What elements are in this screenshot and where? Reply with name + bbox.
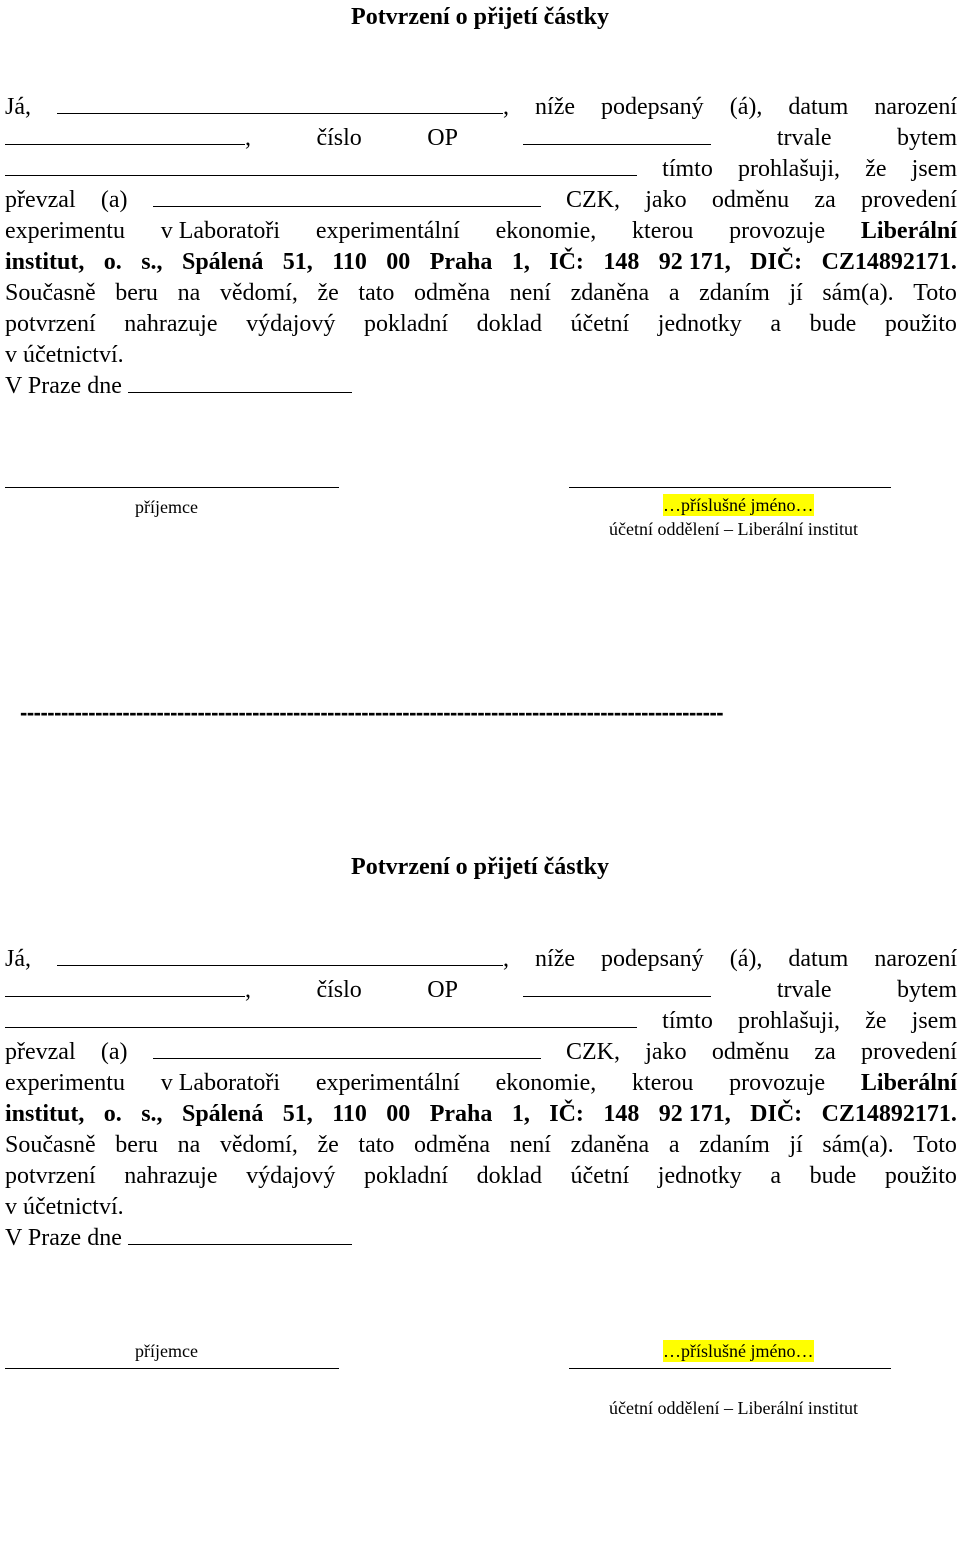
address-blank[interactable] [5, 1005, 637, 1028]
text: institut, [5, 1101, 85, 1127]
text: a [770, 311, 782, 337]
text: převzal [5, 1039, 76, 1065]
body-line-9: v účetnictví. [5, 342, 124, 368]
text: CZK, [566, 187, 621, 213]
text: tímto [662, 1008, 713, 1034]
text: zdaním [699, 280, 770, 306]
name-field[interactable] [57, 943, 509, 975]
receipt-top [0, 0, 960, 700]
body-line-1 [5, 91, 957, 123]
body-line-9: v účetnictví. [5, 1194, 124, 1220]
text: narození [874, 946, 957, 972]
text: jí [789, 280, 803, 306]
date-blank[interactable] [128, 370, 352, 393]
recipient-label: příjemce [135, 1341, 198, 1361]
text: 51, [282, 249, 313, 275]
text: o. [103, 249, 122, 275]
text: sám(a). [822, 280, 894, 306]
body-line-7 [5, 277, 957, 309]
text: o. [103, 1101, 122, 1127]
text: potvrzení [5, 1163, 96, 1189]
text: jako [645, 1039, 687, 1065]
text: Spálená [181, 249, 264, 275]
text: provedení [860, 1039, 957, 1065]
text: kterou [632, 1070, 694, 1096]
name-blank[interactable] [57, 91, 503, 114]
text: zdaněna [570, 280, 650, 306]
text: 00 [386, 1101, 411, 1127]
body-line-5 [5, 1067, 957, 1099]
text: 148 [603, 1101, 640, 1127]
body-line-8 [5, 1160, 957, 1192]
text: (a) [100, 1039, 128, 1065]
text: beru [115, 1132, 158, 1158]
text: není [509, 280, 551, 306]
text: V Praze dne [5, 373, 122, 399]
text: převzal [5, 187, 76, 213]
text: provozuje [729, 1070, 826, 1096]
text: Současně [5, 280, 96, 306]
amount-blank[interactable] [153, 184, 541, 207]
address-blank[interactable] [5, 153, 637, 176]
text: doklad [476, 311, 542, 337]
text: 00 [386, 249, 411, 275]
amount-blank[interactable] [153, 1036, 541, 1059]
text: nahrazuje [124, 1163, 218, 1189]
text: OP [427, 125, 458, 151]
text: CZ14892171. [821, 1101, 957, 1127]
text: jí [789, 1132, 803, 1158]
text: provozuje [729, 218, 826, 244]
receipt-bottom [0, 850, 960, 1550]
text: IČ: [549, 1101, 584, 1127]
text: s., [141, 1101, 163, 1127]
receipt-title: Potvrzení o přijetí částky [351, 854, 609, 880]
text: níže [535, 946, 576, 972]
text: , [245, 125, 251, 151]
text: 148 [603, 249, 640, 275]
text: podepsaný [601, 946, 704, 972]
birthdate-blank[interactable] [5, 974, 245, 997]
text: sám(a). [822, 1132, 894, 1158]
body-line-6 [5, 246, 957, 278]
text: Toto [913, 1132, 957, 1158]
text: kterou [632, 218, 694, 244]
text: Současně [5, 1132, 96, 1158]
text: 1, [511, 1101, 530, 1127]
id-card-blank[interactable] [523, 122, 711, 145]
text: pokladní [364, 1163, 449, 1189]
text: OP [427, 977, 458, 1003]
text: experimentu [5, 1070, 125, 1096]
text: odměna [414, 280, 491, 306]
text: trvale [776, 125, 832, 151]
text: jednotky [657, 311, 742, 337]
text: trvale [776, 977, 832, 1003]
body-line-5 [5, 215, 957, 247]
text: potvrzení [5, 311, 96, 337]
text: za [814, 187, 836, 213]
birthdate-field[interactable] [5, 122, 251, 154]
text: provedení [860, 187, 957, 213]
text: není [509, 1132, 551, 1158]
text: ekonomie, [495, 1070, 597, 1096]
body-line-8 [5, 308, 957, 340]
body-line-7 [5, 1129, 957, 1161]
text: , [503, 94, 510, 120]
text: výdajový [246, 1163, 336, 1189]
text: 92 171, [658, 1101, 731, 1127]
birthdate-field[interactable] [5, 974, 251, 1006]
text: Liberální [860, 218, 957, 244]
text: s., [141, 249, 163, 275]
text: a [668, 280, 680, 306]
text: za [814, 1039, 836, 1065]
text: jsem [911, 156, 957, 182]
body-line-1 [5, 943, 957, 975]
text: 51, [282, 1101, 313, 1127]
body-line-3 [5, 1005, 957, 1037]
text: bude [809, 311, 857, 337]
text: narození [874, 94, 957, 120]
text: odměnu [711, 1039, 790, 1065]
text: účetní [570, 311, 630, 337]
text: že [865, 156, 887, 182]
text: na [177, 1132, 201, 1158]
text: bytem [897, 977, 957, 1003]
text: prohlašuji, [738, 156, 841, 182]
text: jsem [911, 1008, 957, 1034]
text: 110 [332, 249, 367, 275]
text: Liberální [860, 1070, 957, 1096]
text: DIČ: [750, 249, 803, 275]
text: a [770, 1163, 782, 1189]
name-blank[interactable] [57, 943, 503, 966]
text: účetní [570, 1163, 630, 1189]
body-line-4 [5, 184, 957, 216]
text: Toto [913, 280, 957, 306]
place-date-line [5, 1222, 957, 1254]
birthdate-blank[interactable] [5, 122, 245, 145]
id-card-blank[interactable] [523, 974, 711, 997]
text: 92 171, [658, 249, 731, 275]
text: použito [884, 311, 957, 337]
text: , [245, 977, 251, 1003]
department-label: účetní oddělení – Liberální institut [609, 519, 858, 539]
text: Spálená [181, 1101, 264, 1127]
text: (á), [729, 946, 763, 972]
text: ekonomie, [495, 218, 597, 244]
text: doklad [476, 1163, 542, 1189]
cut-line: ------------------------------------------------------------------------------------------------------- [20, 700, 724, 725]
text: , [503, 946, 510, 972]
text: že [317, 1132, 339, 1158]
text: IČ: [549, 249, 584, 275]
text: Praha [429, 1101, 493, 1127]
text: (a) [100, 187, 128, 213]
text: experimentální [315, 218, 460, 244]
text: institut, [5, 249, 85, 275]
text: Já, [5, 946, 31, 972]
text: číslo [316, 977, 362, 1003]
text: bytem [897, 125, 957, 151]
text: DIČ: [750, 1101, 803, 1127]
text: číslo [316, 125, 362, 151]
accountant-signature-line[interactable] [569, 487, 891, 488]
text: V Praze dne [5, 1225, 122, 1251]
date-blank[interactable] [128, 1222, 352, 1245]
text: v Laboratoři [160, 218, 281, 244]
text: tato [358, 1132, 395, 1158]
body-line-2 [5, 974, 957, 1006]
text: zdaněna [570, 1132, 650, 1158]
text: Praha [429, 249, 493, 275]
text: že [317, 280, 339, 306]
text: 110 [332, 1101, 367, 1127]
text: a [668, 1132, 680, 1158]
text: nahrazuje [124, 311, 218, 337]
text: CZ14892171. [821, 249, 957, 275]
text: odměnu [711, 187, 790, 213]
text: jako [645, 187, 687, 213]
text: vědomí, [219, 1132, 298, 1158]
text: bude [809, 1163, 857, 1189]
recipient-signature-line[interactable] [5, 487, 339, 488]
text: pokladní [364, 311, 449, 337]
receipt-title: Potvrzení o přijetí částky [351, 4, 609, 30]
name-placeholder: …příslušné jméno… [663, 495, 814, 515]
department-label: účetní oddělení – Liberální institut [609, 1398, 858, 1418]
text: použito [884, 1163, 957, 1189]
text: podepsaný [601, 94, 704, 120]
text: experimentu [5, 218, 125, 244]
recipient-signature-line[interactable] [5, 1368, 339, 1369]
text: Já, [5, 94, 31, 120]
text: výdajový [246, 311, 336, 337]
text: experimentální [315, 1070, 460, 1096]
text: datum [788, 94, 849, 120]
body-line-2 [5, 122, 957, 154]
text: (á), [729, 94, 763, 120]
name-field[interactable] [57, 91, 509, 123]
text: na [177, 280, 201, 306]
place-date-line [5, 370, 957, 402]
recipient-label: příjemce [135, 497, 198, 517]
text: níže [535, 94, 576, 120]
text: jednotky [657, 1163, 742, 1189]
body-line-3 [5, 153, 957, 185]
text: datum [788, 946, 849, 972]
text: tato [358, 280, 395, 306]
text: odměna [414, 1132, 491, 1158]
body-line-6 [5, 1098, 957, 1130]
text: CZK, [566, 1039, 621, 1065]
text: tímto [662, 156, 713, 182]
text: v Laboratoři [160, 1070, 281, 1096]
text: 1, [511, 249, 530, 275]
name-placeholder: …příslušné jméno… [663, 1341, 814, 1361]
text: vědomí, [219, 280, 298, 306]
text: prohlašuji, [738, 1008, 841, 1034]
text: beru [115, 280, 158, 306]
accountant-signature-line[interactable] [569, 1368, 891, 1369]
text: že [865, 1008, 887, 1034]
text: zdaním [699, 1132, 770, 1158]
body-line-4 [5, 1036, 957, 1068]
